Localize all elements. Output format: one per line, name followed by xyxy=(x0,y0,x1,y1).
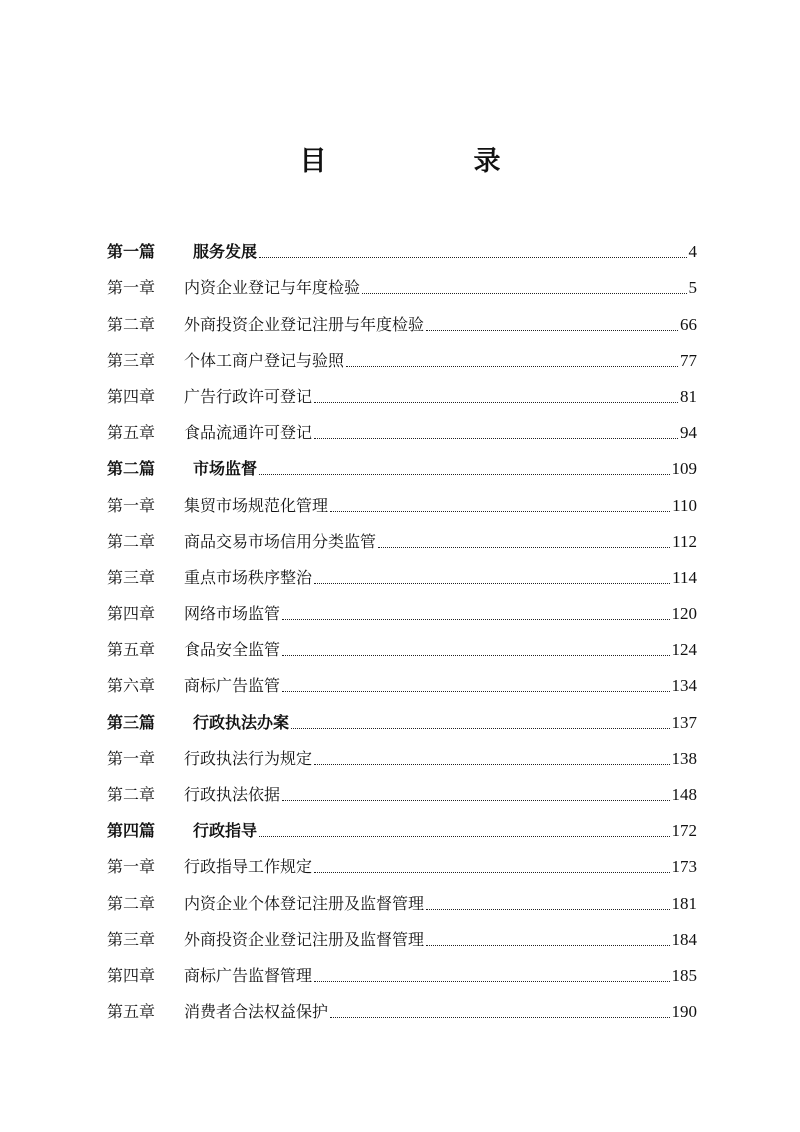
toc-entry-label: 第三篇 xyxy=(107,712,156,732)
toc-entry-title: 市场监督 xyxy=(193,459,258,479)
toc-page-number: 77 xyxy=(680,350,697,370)
toc-page-number: 190 xyxy=(671,1002,697,1022)
dot-leader xyxy=(426,330,678,331)
dot-leader xyxy=(314,981,669,982)
toc-chapter-entry[interactable] xyxy=(107,769,697,805)
toc-entry-label: 第一章 xyxy=(107,857,156,877)
dot-leader xyxy=(282,691,669,692)
dot-leader xyxy=(314,764,669,765)
toc-chapter-entry[interactable] xyxy=(107,950,697,986)
table-of-contents xyxy=(107,226,697,1022)
dot-leader xyxy=(426,909,669,910)
toc-entry-label: 第五章 xyxy=(107,423,156,443)
toc-entry-label: 第四篇 xyxy=(107,821,156,841)
toc-page-number: 66 xyxy=(680,314,697,334)
toc-page-number: 109 xyxy=(671,459,697,479)
toc-chapter-entry[interactable] xyxy=(107,914,697,950)
toc-entry-title: 外商投资企业登记注册及监督管理 xyxy=(184,929,425,949)
toc-entry-label: 第一章 xyxy=(107,495,156,515)
toc-chapter-entry[interactable] xyxy=(107,371,697,407)
toc-entry-title: 商标广告监督管理 xyxy=(184,965,313,985)
dot-leader xyxy=(291,728,669,729)
toc-chapter-entry[interactable] xyxy=(107,516,697,552)
toc-page-number: 94 xyxy=(680,423,697,443)
toc-entry-title: 消费者合法权益保护 xyxy=(184,1002,329,1022)
toc-entry-label: 第一章 xyxy=(107,748,156,768)
dot-leader xyxy=(259,257,686,258)
toc-chapter-entry[interactable] xyxy=(107,660,697,696)
toc-entry-title: 广告行政许可登记 xyxy=(184,386,313,406)
toc-page-number: 4 xyxy=(688,242,697,262)
dot-leader xyxy=(362,293,686,294)
toc-page-number: 185 xyxy=(671,965,697,985)
toc-entry-title: 行政指导工作规定 xyxy=(184,857,313,877)
dot-leader xyxy=(282,655,669,656)
toc-page-number: 138 xyxy=(671,748,697,768)
dot-leader xyxy=(314,438,678,439)
toc-entry-label: 第三章 xyxy=(107,350,156,370)
toc-entry-title: 行政执法办案 xyxy=(193,712,290,732)
toc-chapter-entry[interactable] xyxy=(107,841,697,877)
toc-entry-title: 行政指导 xyxy=(193,821,258,841)
toc-part-entry[interactable] xyxy=(107,226,697,262)
toc-entry-label: 第四章 xyxy=(107,604,156,624)
toc-page-number: 114 xyxy=(672,567,697,587)
toc-entry-title: 网络市场监管 xyxy=(184,604,281,624)
toc-page-number: 184 xyxy=(671,929,697,949)
toc-entry-label: 第五章 xyxy=(107,640,156,660)
toc-chapter-entry[interactable] xyxy=(107,624,697,660)
dot-leader xyxy=(314,872,669,873)
toc-entry-label: 第四章 xyxy=(107,965,156,985)
toc-page-number: 110 xyxy=(672,495,697,515)
toc-entry-label: 第六章 xyxy=(107,676,156,696)
toc-entry-label: 第一篇 xyxy=(107,242,156,262)
toc-entry-label: 第二篇 xyxy=(107,459,156,479)
toc-entry-label: 第二章 xyxy=(107,893,156,913)
toc-chapter-entry[interactable] xyxy=(107,335,697,371)
toc-entry-label: 第三章 xyxy=(107,929,156,949)
toc-entry-title: 重点市场秩序整治 xyxy=(184,567,313,587)
toc-entry-title: 个体工商户登记与验照 xyxy=(184,350,345,370)
toc-page-number: 134 xyxy=(671,676,697,696)
toc-entry-title: 内资企业登记与年度检验 xyxy=(184,278,361,298)
toc-page-number: 124 xyxy=(671,640,697,660)
toc-page-number: 173 xyxy=(671,857,697,877)
toc-entry-title: 集贸市场规范化管理 xyxy=(184,495,329,515)
dot-leader xyxy=(282,619,669,620)
toc-page-number: 148 xyxy=(671,785,697,804)
toc-part-entry[interactable] xyxy=(107,443,697,479)
dot-leader xyxy=(259,474,669,475)
toc-part-entry[interactable] xyxy=(107,696,697,732)
dot-leader xyxy=(314,402,678,403)
dot-leader xyxy=(346,366,678,367)
toc-entry-title: 外商投资企业登记注册与年度检验 xyxy=(184,314,425,334)
toc-entry-label: 第二章 xyxy=(107,785,156,804)
toc-chapter-entry[interactable] xyxy=(107,986,697,1022)
toc-entry-title: 行政执法依据 xyxy=(184,785,281,804)
toc-page-number: 81 xyxy=(680,386,697,406)
dot-leader xyxy=(330,511,670,512)
page-title: 目 录 xyxy=(299,146,561,177)
toc-entry-title: 内资企业个体登记注册及监督管理 xyxy=(184,893,425,913)
toc-page-number: 120 xyxy=(671,604,697,624)
toc-chapter-entry[interactable] xyxy=(107,552,697,588)
toc-entry-label: 第一章 xyxy=(107,278,156,298)
toc-entry-label: 第二章 xyxy=(107,531,156,551)
toc-entry-title: 食品安全监管 xyxy=(184,640,281,660)
toc-page-number: 5 xyxy=(688,278,697,298)
toc-entry-label: 第四章 xyxy=(107,386,156,406)
toc-chapter-entry[interactable] xyxy=(107,407,697,443)
toc-page-number: 112 xyxy=(672,531,697,551)
toc-chapter-entry[interactable] xyxy=(107,877,697,913)
dot-leader xyxy=(330,1017,669,1018)
dot-leader xyxy=(282,800,669,801)
toc-chapter-entry[interactable] xyxy=(107,479,697,515)
toc-entry-title: 食品流通许可登记 xyxy=(184,423,313,443)
toc-page-number: 181 xyxy=(671,893,697,913)
toc-chapter-entry[interactable] xyxy=(107,262,697,298)
dot-leader xyxy=(314,583,670,584)
toc-entry-title: 商标广告监管 xyxy=(184,676,281,696)
toc-entry-label: 第五章 xyxy=(107,1002,156,1022)
toc-chapter-entry[interactable] xyxy=(107,588,697,624)
toc-page-number: 172 xyxy=(671,821,697,841)
toc-entry-label: 第三章 xyxy=(107,567,156,587)
toc-chapter-entry[interactable] xyxy=(107,733,697,769)
toc-entry-label: 第二章 xyxy=(107,314,156,334)
dot-leader xyxy=(259,836,669,837)
toc-chapter-entry[interactable] xyxy=(107,298,697,334)
toc-entry-title: 服务发展 xyxy=(193,242,258,262)
toc-part-entry[interactable] xyxy=(107,805,697,841)
toc-entry-title: 行政执法行为规定 xyxy=(184,748,313,768)
toc-entry-title: 商品交易市场信用分类监管 xyxy=(184,531,377,551)
dot-leader xyxy=(426,945,669,946)
dot-leader xyxy=(378,547,670,548)
toc-page-number: 137 xyxy=(671,712,697,732)
